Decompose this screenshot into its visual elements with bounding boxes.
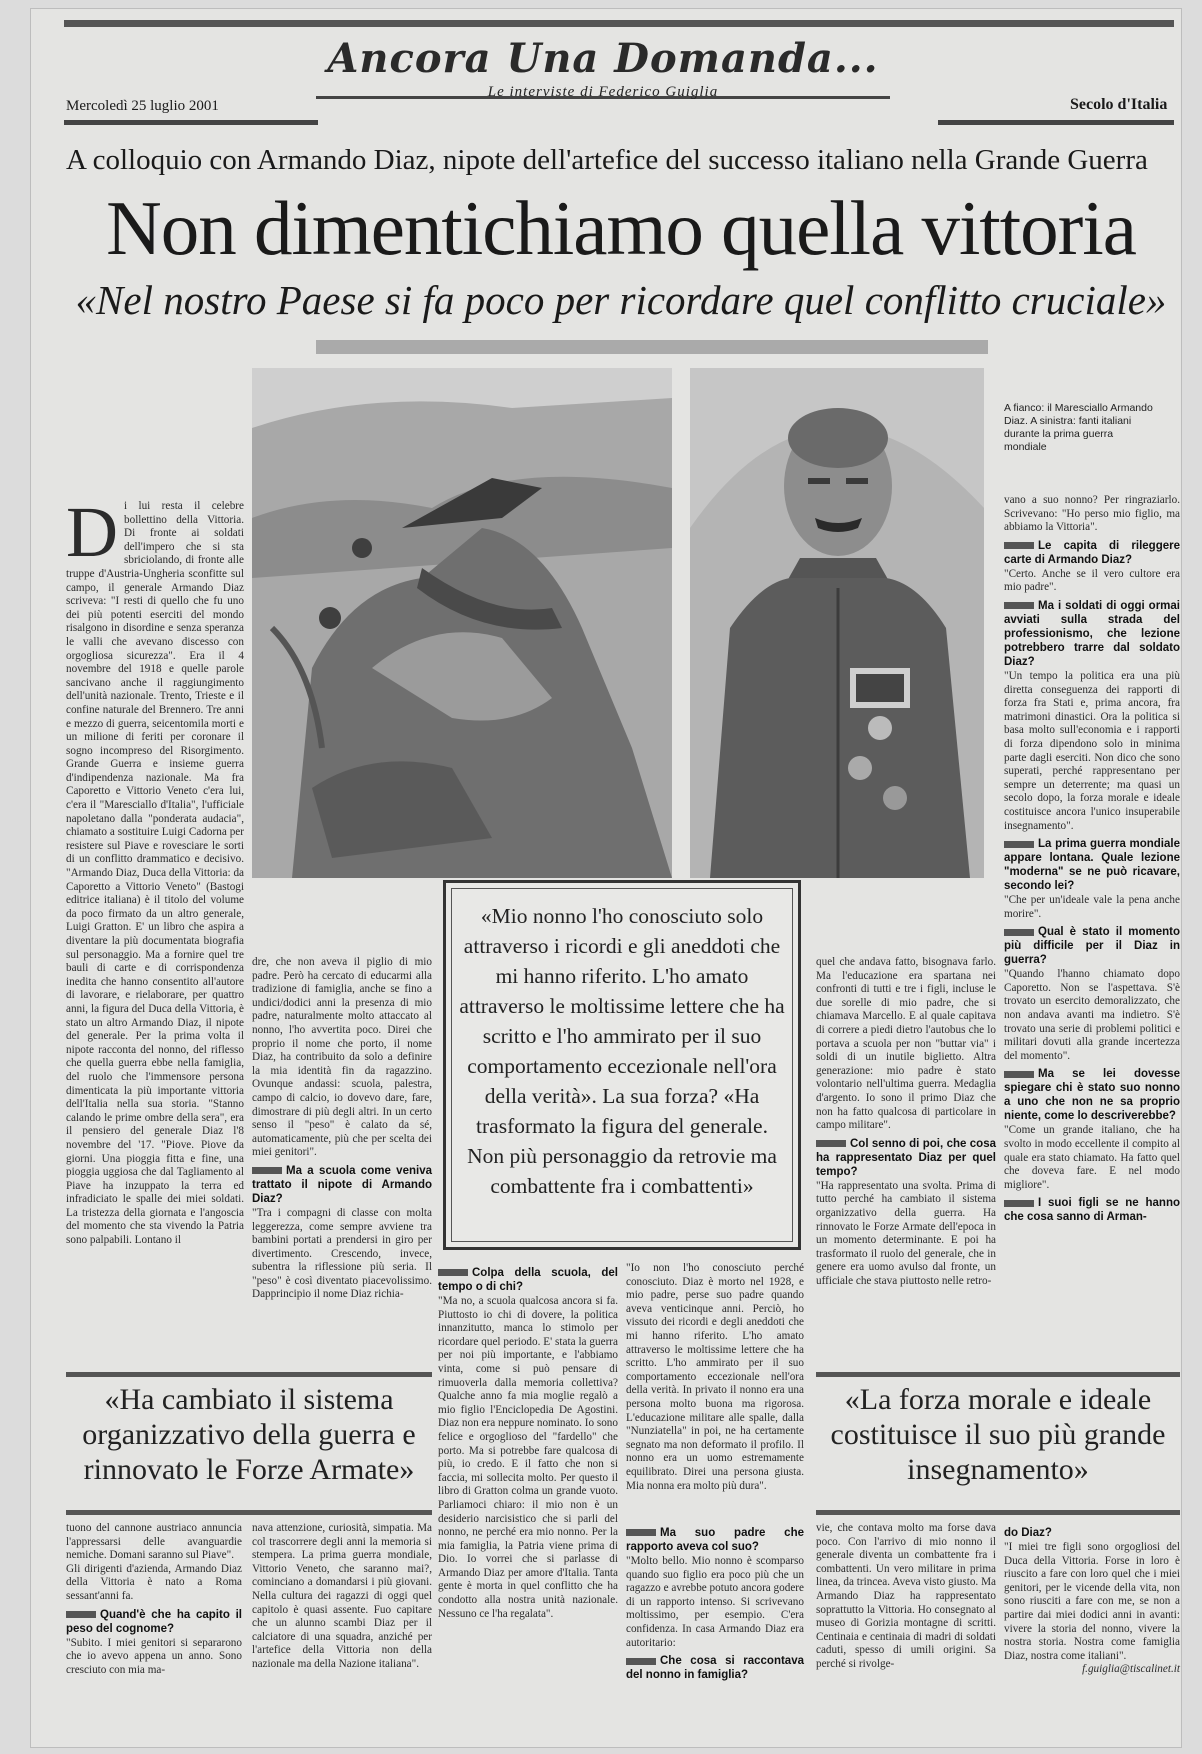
- question-marker: [1004, 1200, 1034, 1207]
- question-hardest: [1004, 925, 1180, 967]
- article-column-3: [438, 1262, 618, 1620]
- pullquote-right-rule-bottom: [816, 1510, 1180, 1515]
- question-soldiers: [1004, 599, 1180, 669]
- question-marker: [1004, 602, 1034, 609]
- question-lesson-text: La prima guerra mondiale appare lontana. Quale lezione "moderna" se ne può ricavare, secondo lei?: [1004, 838, 1180, 893]
- article-column-4b: [816, 956, 996, 1358]
- top-rule: [64, 20, 1174, 27]
- article-column-5: [1004, 494, 1180, 1358]
- pullquote-right-rule-top: [816, 1372, 1180, 1377]
- question-marker: [626, 1658, 656, 1665]
- answer-hardest: "Quando l'hanno chiamato dopo Caporetto. Non se l'aspettava. S'è trovato un esercito demoralizzato, che non andava avanti ma indietro. S'è trovato una serie di problemi politici e militari dovuti alla grande incertezza del momento".: [1004, 968, 1180, 1062]
- bottom-column-6: [1004, 1522, 1180, 1722]
- question-marker: [626, 1529, 656, 1536]
- publication-date: Mercoledì 25 luglio 2001: [66, 98, 219, 114]
- boxed-quote-text: «Mio nonno l'ho conosciuto solo attraverso i ricordi e gli aneddoti che mi hanno riferito. L'ho amato attraverso le moltissime lettere che ha scritto e l'ho ammirato per il suo comportamento eccezionale nell'ora della verità». La sua forza? «Ha trasformato la figura del generale. Non più personaggio da retrovie ma combattente fra i combattenti»: [459, 904, 785, 1198]
- column-2-answer: "Tra i compagni di classe con molta leggerezza, come sempre avviene tra bambini portati a prendersi in giro per divertimento. Crescendo, invece, subentra la riflessione più seria. Il "peso" è così diventato piacevolissimo. Dapprincipio il nome Diaz richia-: [252, 1206, 432, 1301]
- bottom-column-1: [66, 1522, 242, 1722]
- question-marker: [438, 1269, 468, 1276]
- header-rule-right: [938, 120, 1174, 125]
- diaz-portrait-photo: [690, 368, 984, 878]
- question-surname-text: Quand'è che ha capito il peso del cognome?: [66, 1608, 242, 1635]
- question-hardest-text: Qual è stato il momento più difficile per il Diaz in guerra?: [1004, 926, 1180, 967]
- bottom-column-1-bio: Gli dirigenti d'azienda, Armando Diaz della Vittoria è nato a Roma sessant'anni fa.: [66, 1562, 242, 1602]
- newspaper-name: Secolo d'Italia: [1070, 96, 1168, 113]
- answer-surname: "Subito. I miei genitori si separarono che io avevo appena un anno. Sono cresciuto con mia ma-: [66, 1636, 242, 1676]
- boxed-quote: [443, 880, 801, 1250]
- column-3-text: "Ma no, a scuola qualcosa ancora si fa. Piuttosto io chi di dovere, la politica innanzitutto, manca lo stimolo per ricordare quel periodo. E' stata la guerra per noi più importante, e l'abbiamo vinta, come si può pensare di rimuoverla dalla memoria collettiva? Qualche anno fa mia moglie regalò a mio figlio l'Enciclopedia De Agostini. Diaz non era neppure nominato. Io sono felice e orgoglioso del "fardello" che porto. Ma si potrebbe fare qualcosa di più, io credo. E il fatto che non si faccia, mi sollecita molto. Per questo il libro di Gratton colma un grande vuoto. Parliamoci chiaro: il mio non è un desiderio narcisistico che si parli del nonno, ne perché era mio nonno. Per la mia famiglia, la Patria viene prima di Dio. Io vorrei che si parlasse di Armando Diaz per amore d'Italia. Tanta gente è morta in quel conflitto che ha condotto alla nostra unità nazionale. Nessuno ce l'ha regalata".: [438, 1295, 618, 1620]
- answer-soldiers: "Un tempo la politica era una più diretta conseguenza dei rapporti di forza fra Stati e, prima ancora, fra matrimoni dinastici. Ora la politica si basa molto sull'economia e i rapporti di forza dipendono solo in minima parte dagli eserciti. Non dico che sono superati, perché rappresentano per sempre un deterrente; ma quasi un secolo dopo, la forza morale e ideale costituisce ancora l'unico insuperabile insegnamento".: [1004, 669, 1180, 832]
- question-marker: [1004, 929, 1034, 936]
- question-family-stories: [626, 1654, 804, 1682]
- question-marker: [252, 1167, 282, 1174]
- drop-cap: D: [66, 492, 118, 572]
- pullquote-left-rule-bottom: [66, 1510, 432, 1515]
- question-describe: [1004, 1067, 1180, 1123]
- question-hindsight: [816, 1137, 996, 1179]
- article-column-4: [626, 1262, 804, 1492]
- soldiers-photo: [252, 368, 672, 878]
- column-5-text: vano a suo nonno? Per ringraziarlo. Scrivevano: "Ho perso mio figlio, ma abbiamo la Vittoria".: [1004, 494, 1180, 534]
- masthead-subtitle: Le interviste di Federico Guiglia: [487, 84, 719, 100]
- answer-children: "I miei tre figli sono orgogliosi del Duca della Vittoria. Forse in loro è riuscito a fare con loro quel che i miei genitori, per le vicende della vita, non sono riusciti a fare con me, se non a partire dai miei dodici anni in avanti: vivere la storia del nonno, vivere la nostra storia. Nostra come famiglia Diaz, nostra come italiani".: [1004, 1541, 1180, 1662]
- masthead: [316, 36, 890, 101]
- column-4b-text: quel che andava fatto, bisognava farlo. Ma l'educazione era spartana nei confronti di tutti e tre i figli, incluse le due sorelle di mio padre, che si chiamava Marcello. E al quale capitava di correre a piedi dietro l'autobus che lo portava a scuola per non "buttar via" i soldi di un inutile biglietto. Altra generazione: mio padre è stato volontario nell'ultima guerra. Medaglia d'argento. Io sono il primo Diaz che non ha fatto qualcosa di particolare in campo militare".: [816, 956, 996, 1132]
- question-describe-text: Ma se lei dovesse spiegare chi è stato suo nonno a uno che non ne sa proprio niente, come lo descriverebbe?: [1004, 1068, 1180, 1123]
- answer-lesson: "Che per un'ideale vale la pena anche morire".: [1004, 894, 1180, 920]
- question-marker: [1004, 542, 1034, 549]
- photo-top-bar: [316, 340, 988, 354]
- column-4b-answer: "Ha rappresentato una svolta. Prima di tutto perché ha cambiato il sistema organizzativo della guerra. Ha rinnovato le Forze Armate dell'epoca in un momento determinante. E poi ha trasformato il ruolo del generale, che in genere era uomo avulso dal fronte, un ufficiale che stava piuttosto nelle retro-: [816, 1179, 996, 1287]
- question-reread: [1004, 539, 1180, 567]
- answer-describe: "Come un grande italiano, che ha svolto in modo eccellente il compito al quale era stato chiamato. Ha fatto quel che doveva fare. E nel modo migliore".: [1004, 1124, 1180, 1191]
- column-2-text: dre, che non aveva il piglio di mio padre. Però ha cercato di educarmi alla tradizione di famiglia, anche se fino a undici/dodici anni la presenza di mio padre, naturalmente molto attaccato al nonno, l'ho avvertita poco. Direi che proprio il nome che porto, il nome Diaz, ha contribuito da solo a definire la mia identità fin da ragazzino. Ovunque andassi: scuola, palestra, campo di calcio, io dovevo dare, fare, dimostrare di più degli altri. In un certo senso il "peso" è calato da sé, automaticamente, più che per scelta dei miei genitori".: [252, 956, 432, 1159]
- boxed-quote-frame: [451, 888, 793, 1242]
- soldiers-image: [252, 368, 672, 878]
- question-father: [626, 1526, 804, 1554]
- bottom-column-3: [438, 1384, 618, 1722]
- masthead-title: Ancora Una Domanda...: [327, 35, 879, 82]
- bottom-column-5-text: vie, che contava molto ma forse dava poco. Con l'arrivo di mio nonno il generale diventa un combattente fra i combattenti. Un vero militare in prima linea, da trincea. Aveva visto giusto. Ma Armando Diaz ha rappresentato soprattutto la Vittoria. Ho consegnato al museo di Gorizia montagne di scritti. Centinaia e centinaia di madri di soldati caduti, spesso di umili origini. Sa perché si rivolge-: [816, 1522, 996, 1670]
- bottom-column-1-text: tuono del cannone austriaco annuncia l'appressarsi delle avanguardie nemiche. Domani saranno sul Piave".: [66, 1522, 242, 1562]
- bottom-column-2: [252, 1522, 432, 1722]
- column-1-text: i lui resta il celebre bollettino della Vittoria. Di fronte ai soldati dell'impero che si sta sbriciolando, di fronte alle truppe d'Austria-Ungheria sconfitte sul campo, il generale Armando Diaz scriveva: "I resti di quello che fu uno dei più potenti eserciti del mondo risalgono in disordine e senza speranza le valli che avevano discesso con orgogliosa sicurezza". Era il 4 novembre del 1918 e quelle parole sancivano anche il raggiungimento dell'unità nazionale. Trento, Trieste e il confine naturale del Brennero. Tre anni e mezzo di guerra, seicentomila morti e un milione di feriti per coronare il sogno incompreso del Risorgimento. Grande Guerra e insieme guerra d'indipendenza nazionale. Ma fra Caporetto e Vittorio Veneto c'era lui, c'era il "Maresciallo d'Italia", l'ufficiale napoletano dalla "ponderata audacia", chiamato a sostituire Luigi Cadorna per resistere sul Piave e rovesciare le sorti di un conflitto drammatico e decisivo. "Armando Diaz, Duca della Vittoria: da Caporetto a Vittorio Veneto" (Bastogi editrice italiana) è il titolo del volume da poco firmato da un altro generale, Luigi Gratton. E' un libro che aspira a diventare la più documentata biografia sul personaggio. Ma a fornire quel tre bauli di carte e di corrispondenza inedita che hanno consentito all'autore di lavorare, e rielaborare, per quattro anni, la figura del Duca della Vittoria, è stato un altro Armando Diaz, il nipote del generale. Per la prima volta il nipote racconta del nonno, del riflesso che quella guerra ebbe nella famiglia, del ruolo che l'immensore persona dimenticata la più importante vittoria dell'Italia nella sua storia. "Stanno calando le prime ombre della sera", era il pensiero del generale Diaz l'8 novembre del '17. "Piove. Piove da giorni. Una pioggia fitta e fine, una pioggia uggiosa che dal Tagliamento al Piave ha inzuppato la terra ed infradiciato le spalle dei miei soldati. La tristezza della giornata e l'angoscia del momento che sta vivendo la Patria sono palpabili. Lontano il: [66, 500, 244, 1247]
- question-children-end: do Diaz?: [1004, 1527, 1052, 1539]
- pullquote-left-rule-top: [66, 1372, 432, 1377]
- bottom-column-5: [816, 1522, 996, 1722]
- question-marker: [66, 1611, 96, 1618]
- question-school: [252, 1164, 432, 1206]
- question-reread-text: Le capita di rileggere carte di Armando Diaz?: [1004, 539, 1180, 566]
- question-school-text: Ma a scuola come veniva trattato il nipote di Armando Diaz?: [252, 1164, 432, 1205]
- article-column-2: [252, 956, 432, 1358]
- header-rule-left: [64, 120, 318, 125]
- question-soldiers-text: Ma i soldati di oggi ormai avviati sulla strada del professionismo, che lezione potrebbero trarre dal soldato Diaz?: [1004, 599, 1180, 668]
- bottom-column-4: [626, 1522, 804, 1722]
- headline: Non dimentichiamo quella vittoria: [106, 185, 1136, 271]
- answer-reread: "Certo. Anche se il vero cultore era mio padre".: [1004, 567, 1180, 594]
- question-family-stories-text: Che cosa si raccontava del nonno in famiglia?: [626, 1655, 804, 1682]
- question-father-text: Ma suo padre che rapporto aveva col suo?: [626, 1527, 804, 1553]
- question-hindsight-text: Col senno di poi, che cosa ha rappresentato Diaz per quel tempo?: [816, 1137, 996, 1178]
- question-marker: [816, 1140, 846, 1147]
- answer-father: "Molto bello. Mio nonno è scomparso quando suo figlio era poco più che un ragazzo e avrebbe potuto ancora godere di un rapporto intenso. Si scrivevano moltissimo, per esempio. C'era confidenza. In casa Armando Diaz era autoritario:: [626, 1555, 804, 1649]
- question-marker: [1004, 1071, 1034, 1078]
- article-column-1: [66, 492, 244, 1358]
- question-blame-text: Colpa della scuola, del tempo o di chi?: [438, 1267, 618, 1293]
- column-4-text: "Io non l'ho conosciuto perché conosciuto. Diaz è morto nel 1928, e mio padre, perse suo padre quando aveva venticinque anni. Perciò, ho vissuto dei ricordi e degli aneddoti che mi hanno riferito. L'ho amato attraverso le moltissime lettere che ha scritto. L'ho ammirato per il suo comportamento eccezionale nell'ora della verità. In privato il nonno era una persona molto buona ma rigorosa. L'educazione militare alle spalle, dalla "Nunziatella" in poi, ne ha certamente segnato ma non deformato il profilo. Il nonno era un uomo estremamente equilibrato. Direi una persona giusta. Mia nonna era molto più dura".: [626, 1262, 804, 1492]
- bottom-column-2-text: nava attenzione, curiosità, simpatia. Ma col trascorrere degli anni la memoria si stempera. La prima guerra mondiale, Vittorio Veneto, che saranno mai?, cominciano a domandarsi i più giovani. Nella cultura dei ragazzi di oggi quel capitolo è quasi assente. Fuo capitare che un alunno scambi Diaz per il calciatore di una squadra, anziché per l'artefice della Vittoria non della nazionale ma della Nazione italiana".: [252, 1522, 432, 1670]
- photo-caption: A fianco: il Maresciallo Armando Diaz. A sinistra: fanti italiani durante la prima guerra mondiale: [1004, 402, 1153, 453]
- question-lesson: [1004, 837, 1180, 893]
- portrait-image: [690, 368, 984, 878]
- author-signature: f.guiglia@tiscalinet.it: [1082, 1663, 1180, 1676]
- question-surname: [66, 1608, 242, 1636]
- pullquote-right: «La forza morale e ideale costituisce il suo più grande insegnamento»: [830, 1383, 1166, 1486]
- question-children: [1004, 1196, 1180, 1224]
- subheadline: «Nel nostro Paese si fa poco per ricordare quel conflitto cruciale»: [75, 277, 1167, 323]
- question-children-text: I suoi figli se ne hanno che cosa sanno di Arman-: [1004, 1197, 1180, 1224]
- pullquote-left: «Ha cambiato il sistema organizzativo della guerra e rinnovato le Forze Armate»: [82, 1383, 416, 1486]
- kicker: A colloquio con Armando Diaz, nipote dell'artefice del successo italiano nella Grande Guerra: [66, 144, 1148, 176]
- question-marker: [1004, 841, 1034, 848]
- question-blame: [438, 1266, 618, 1294]
